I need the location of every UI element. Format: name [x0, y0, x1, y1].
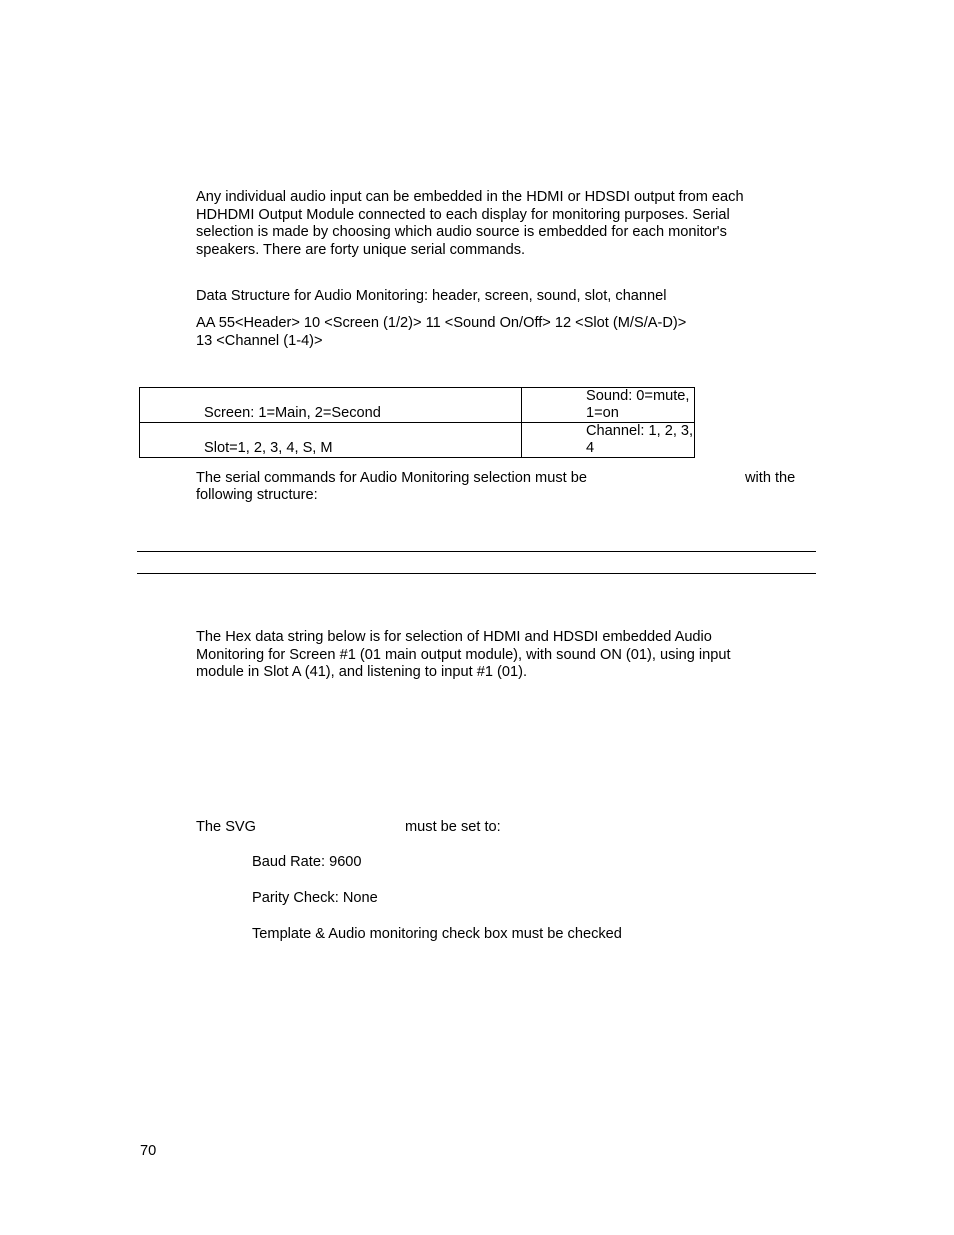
hex-line: module in Slot A (41), and listening to input #1 (01). — [196, 664, 527, 681]
table-row — [140, 423, 695, 458]
intro-line: speakers. There are forty unique serial commands. — [196, 241, 526, 258]
structure-line1-end: with the — [745, 470, 796, 486]
intro-paragraph — [196, 189, 744, 259]
hex-line: The Hex data string below is for selection of HDMI and HDSDI embedded Audio — [196, 629, 712, 645]
table-cell: Screen: 1=Main, 2=Second — [140, 388, 522, 423]
divider-rule — [137, 551, 816, 552]
setting-parity-check: Parity Check: None — [252, 890, 378, 906]
intro-line: HDHDMI Output Module connected to each display for monitoring purposes. Serial — [196, 206, 730, 223]
hex-line: Monitoring for Screen #1 (01 main output module), with sound ON (01), using input — [196, 646, 731, 663]
command-format-line: AA 55<Header> 10 <Screen (1/2)> 11 <Sound On/Off> 12 <Slot (M/S/A-D)> — [196, 315, 687, 331]
divider-rule — [137, 573, 816, 574]
table-cell: Slot=1, 2, 3, 4, S, M — [140, 423, 522, 458]
intro-line: selection is made by choosing which audio source is embedded for each monitor's — [196, 224, 727, 241]
command-format-line: 13 <Channel (1-4)> — [196, 332, 323, 349]
command-format — [196, 315, 686, 350]
setting-checkbox-note: Template & Audio monitoring check box must be checked — [252, 926, 622, 942]
intro-line: Any individual audio input can be embedded in the HDMI or HDSDI output from each — [196, 189, 744, 205]
parameter-table — [139, 387, 695, 458]
hex-paragraph — [196, 629, 731, 682]
data-structure-line: Data Structure for Audio Monitoring: header, screen, sound, slot, channel — [196, 288, 667, 304]
structure-line2: following structure: — [196, 487, 318, 503]
table-cell: Sound: 0=mute, 1=on — [522, 388, 695, 423]
structure-line1-start: The serial commands for Audio Monitoring selection must be — [196, 470, 587, 486]
svg-intro-start: The SVG — [196, 819, 257, 835]
setting-baud-rate: Baud Rate: 9600 — [252, 854, 362, 870]
page-number: 70 — [140, 1143, 157, 1159]
svg-intro-end: must be set to: — [405, 819, 501, 835]
table-row — [140, 388, 695, 423]
table-cell: Channel: 1, 2, 3, 4 — [522, 423, 695, 458]
